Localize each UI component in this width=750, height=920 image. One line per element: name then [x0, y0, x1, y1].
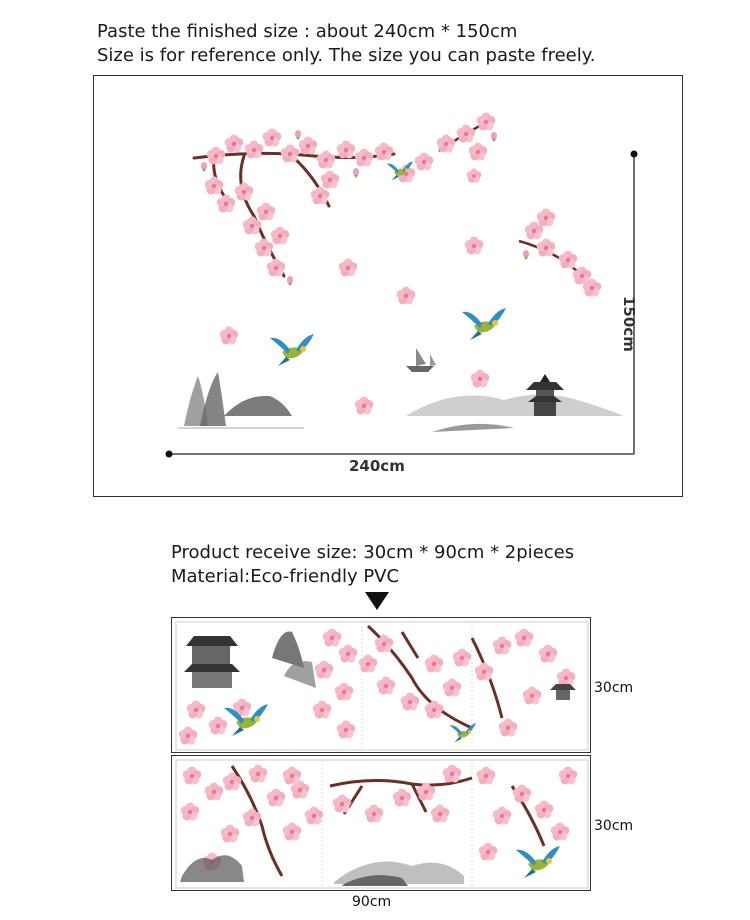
mountain-landscape-icon — [178, 372, 304, 428]
bird-icon — [516, 846, 560, 878]
cherry-blossom-branch-icon — [179, 626, 576, 745]
sheet1-height-label: 30cm — [594, 680, 634, 696]
height-dimension-label: 150cm — [620, 296, 638, 352]
cherry-blossom-branch-icon — [181, 765, 578, 877]
material-text: Material:Eco-friendly PVC — [171, 566, 400, 587]
pagoda-icon — [550, 684, 576, 700]
wall-preview-frame — [93, 75, 683, 497]
wall-preview-illustration — [94, 76, 684, 498]
pagoda-icon — [184, 636, 240, 688]
boat-icon — [406, 348, 436, 372]
mountain-landscape-icon — [406, 394, 624, 432]
bird-icon — [462, 308, 506, 340]
width-dimension-label: 240cm — [349, 457, 405, 475]
mountain-landscape-icon — [272, 632, 316, 688]
sheet2-height-label: 30cm — [594, 818, 634, 834]
sticker-sheet-1 — [171, 617, 591, 753]
finished-size-text: Paste the finished size : about 240cm * 150cm — [97, 21, 518, 42]
down-arrow-icon — [365, 592, 389, 610]
sticker-sheet-2-illustration — [172, 756, 591, 891]
cherry-blossom-branch-icon — [519, 209, 601, 297]
sheet-width-label: 90cm — [352, 894, 392, 910]
sticker-sheet-2 — [171, 755, 591, 891]
product-size-text: Product receive size: 30cm * 90cm * 2pieces — [171, 542, 575, 563]
reference-note-text: Size is for reference only. The size you can paste freely. — [97, 45, 596, 66]
sticker-sheet-1-illustration — [172, 618, 591, 753]
bird-icon — [270, 334, 314, 366]
